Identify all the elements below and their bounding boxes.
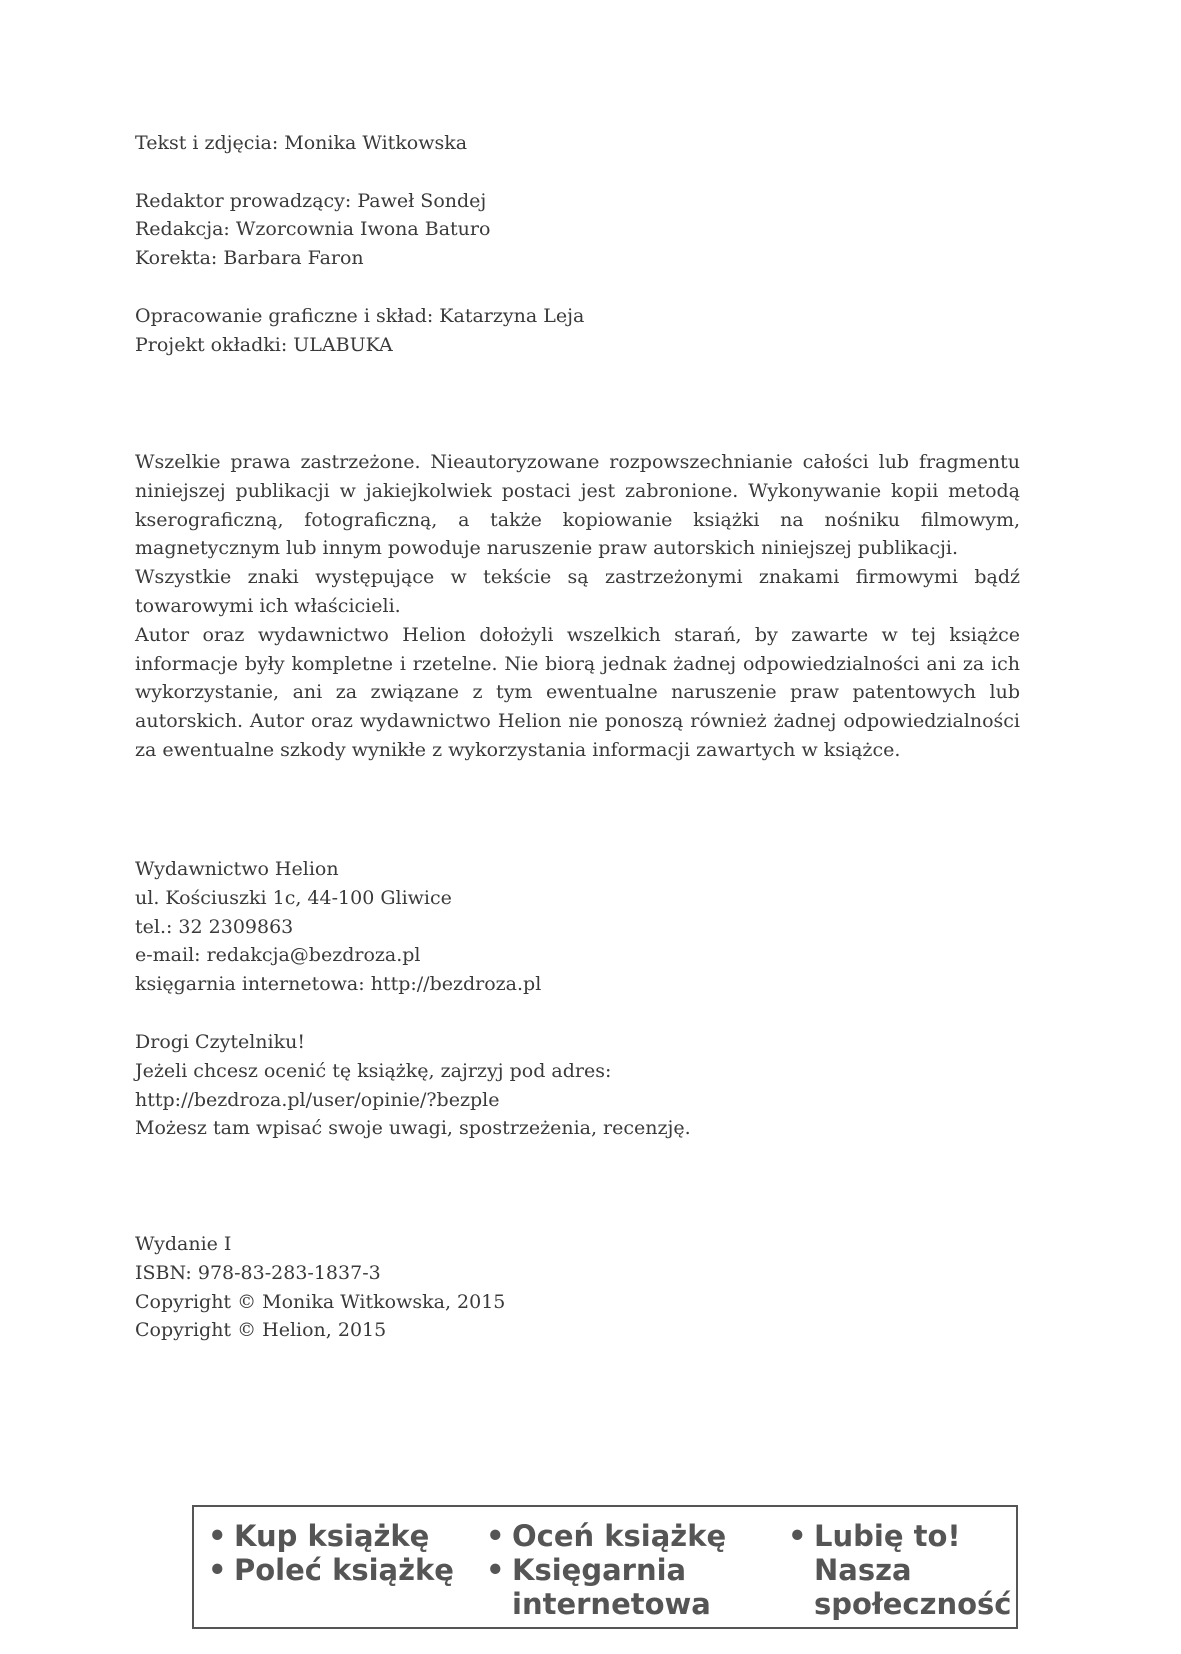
rate-book-link[interactable] <box>486 1519 726 1553</box>
promo-column-1 <box>208 1519 454 1587</box>
bullet-icon: • <box>788 1519 807 1553</box>
legal-paragraph-trademarks: Wszystkie znaki występujące w tekście są zastrzeżonymi znakami firmowymi bądź towarowymi ich właścicieli. <box>135 566 1020 617</box>
credit-spacer <box>135 158 1020 187</box>
publisher-name: Wydawnictwo Helion <box>135 858 339 880</box>
reader-greeting: Drogi Czytelniku! <box>135 1031 305 1053</box>
reader-note <box>135 1028 1020 1143</box>
recommend-book-link[interactable] <box>208 1553 454 1587</box>
publisher-phone: tel.: 32 2309863 <box>135 915 294 938</box>
publisher-block <box>135 855 1020 999</box>
promo-column-3 <box>788 1519 1014 1621</box>
legal-notice <box>135 448 1020 765</box>
legal-paragraph-liability: Autor oraz wydawnictwo Helion dołożyli wszelkich starań, by zawarte w tej książce informacje były kompletne i rzetelne. Nie biorą jednak żadnej odpowiedzialności ani za ich wykorzystanie, ani za związane z tym ewentualne naruszenie praw patentowych lub autorskich. Autor oraz wydawnictwo Helion nie ponoszą również żadnej odpowiedzialności za ewentualne szkody wynikłe z wykorzystania informacji zawartych w książce. <box>135 623 1020 761</box>
credit-lead-editor: Redaktor prowadzący: Paweł Sondej <box>135 189 487 212</box>
isbn: ISBN: 978-83-283-1837-3 <box>135 1261 381 1284</box>
edition-block <box>135 1230 1020 1345</box>
credit-spacer <box>135 273 1020 302</box>
credit-cover: Projekt okładki: ULABUKA <box>135 333 393 356</box>
credit-design: Opracowanie graficzne i skład: Katarzyna Leja <box>135 304 585 327</box>
like-community-label: Lubię to! Nasza społeczność <box>814 1519 1012 1621</box>
copyright-publisher: Copyright © Helion, 2015 <box>135 1319 387 1342</box>
credit-proofreading: Korekta: Barbara Faron <box>135 247 364 270</box>
publisher-email: e-mail: redakcja@bezdroza.pl <box>135 944 421 967</box>
credits-block <box>135 129 1020 359</box>
publisher-bookstore: księgarnia internetowa: http://bezdroza.pl <box>135 973 542 996</box>
bullet-icon: • <box>208 1553 227 1587</box>
reader-invitation: Możesz tam wpisać swoje uwagi, spostrzeżenia, recenzję. <box>135 1117 691 1140</box>
buy-book-link[interactable] <box>208 1519 454 1553</box>
promo-box <box>192 1505 1018 1629</box>
credit-author: Tekst i zdjęcia: Monika Witkowska <box>135 132 468 154</box>
copyright-author: Copyright © Monika Witkowska, 2015 <box>135 1290 506 1313</box>
edition-number: Wydanie I <box>135 1233 232 1255</box>
like-community-link[interactable] <box>788 1519 1014 1621</box>
online-bookstore-link[interactable] <box>486 1553 726 1621</box>
publisher-address: ul. Kościuszki 1c, 44-100 Gliwice <box>135 886 452 909</box>
reader-instruction: Jeżeli chcesz ocenić tę książkę, zajrzyj pod adres: <box>135 1059 612 1082</box>
reader-review-link: http://bezdroza.pl/user/opinie/?bezple <box>135 1088 500 1111</box>
promo-column-2 <box>486 1519 726 1621</box>
bullet-icon: • <box>486 1553 505 1587</box>
recommend-book-label: Poleć książkę <box>234 1553 454 1587</box>
legal-paragraph-rights: Wszelkie prawa zastrzeżone. Nieautoryzowane rozpowszechnianie całości lub fragmentu niniejszej publikacji w jakiejkolwiek postaci jest zabronione. Wykonywanie kopii metodą kserograficzną, fotograficzną, a także kopiowanie książki na nośniku filmowym, magnetycznym lub innym powoduje naruszenie praw autorskich niniejszej publikacji. <box>135 451 1020 560</box>
bullet-icon: • <box>208 1519 227 1553</box>
bullet-icon: • <box>486 1519 505 1553</box>
online-bookstore-label: Księgarnia internetowa <box>512 1553 711 1621</box>
credit-editing: Redakcja: Wzorcownia Iwona Baturo <box>135 218 491 241</box>
rate-book-label: Oceń książkę <box>512 1519 727 1553</box>
buy-book-label: Kup książkę <box>234 1519 430 1553</box>
